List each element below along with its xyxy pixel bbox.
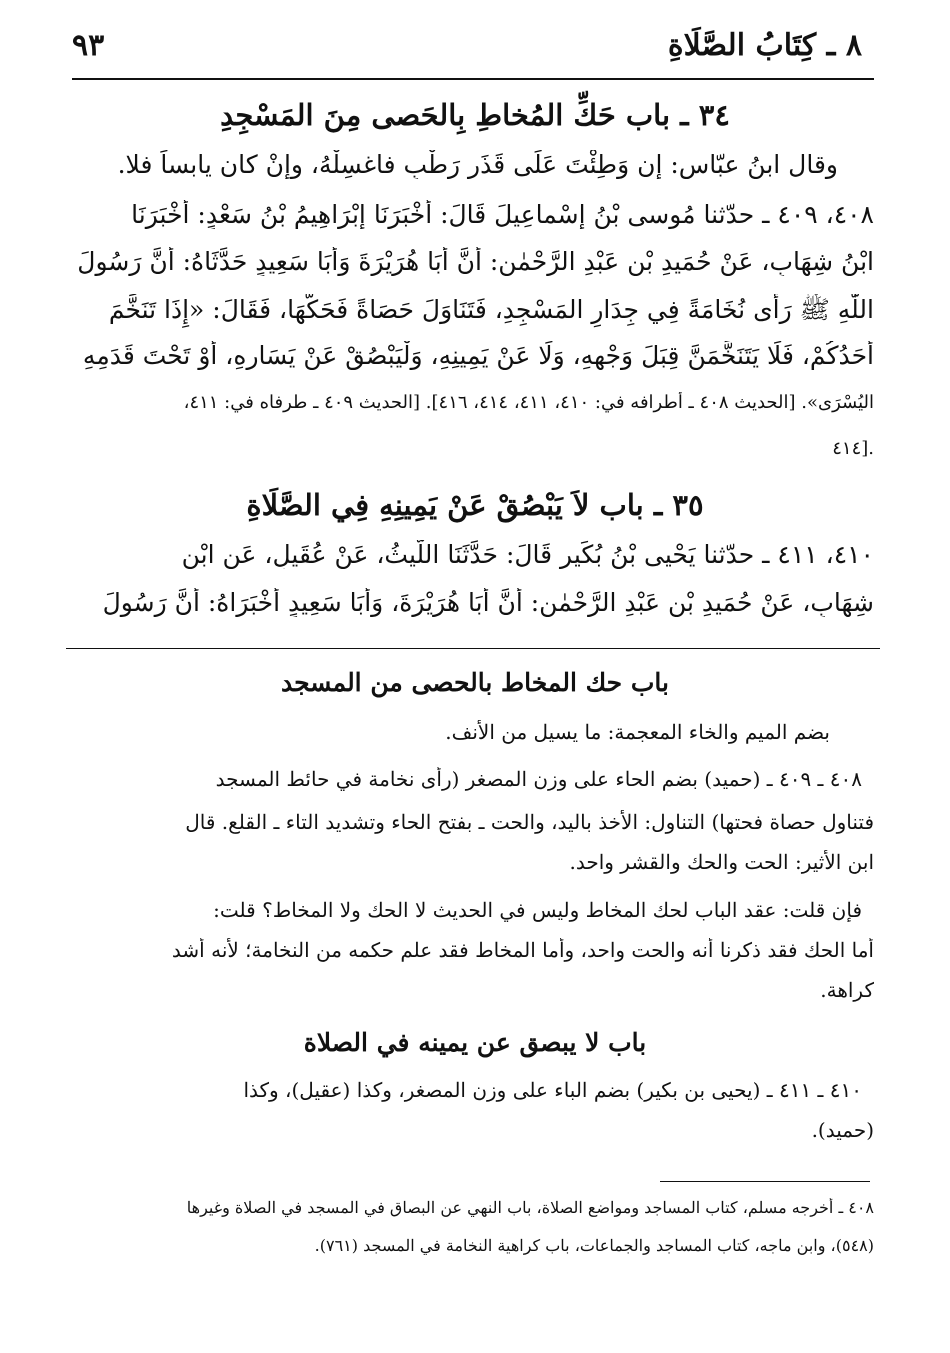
section-34-heading: ٣٤ ـ باب حَكِّ المُخاطِ بِالحَصى مِنَ المَسْجِدِ xyxy=(220,98,730,132)
commentary-paragraph-2-line-2: فتناول حصاة فحتها) التناول: الأخذ باليد، والحت ـ بفتح الحاء وتشديد التاء ـ القلع. قال xyxy=(185,810,874,834)
footnote-line-2: (٥٤٨)، وابن ماجه، كتاب المساجد والجماعات، باب كراهية النخامة في المسجد (٧٦١). xyxy=(314,1236,874,1255)
commentary-paragraph-2-line-1: ٤٠٨ ـ ٤٠٩ ـ (حميد) بضم الحاء على وزن المصغر (رأى نخامة في حائط المسجد xyxy=(215,767,862,791)
hadith-408-line-3: اللّٰهِ ﷺ رَأَى نُخَامَةً فِي جِدَارِ المَسْجِدِ، فَتَنَاوَلَ حَصَاةً فَحَكَّهَا، فَقَالَ: «إِذَا تَنَخَّمَ xyxy=(108,295,874,324)
hadith-410-line-2: شِهَابٍ، عَنْ حُمَيدِ بْنِ عَبْدِ الرَّحْمٰنِ: أَنَّ أَبَا هُرَيْرَةَ، وَأَبَا سَعِيدٍ أَخْبَرَاهُ: أَنَّ رَسُولَ xyxy=(102,588,874,617)
commentary-paragraph-4-line-2: (حميد). xyxy=(811,1118,874,1142)
header-divider xyxy=(72,78,874,80)
commentary-heading-2: باب لا يبصق عن يمينه في الصلاة xyxy=(303,1028,647,1057)
section-35-heading: ٣٥ ـ باب لاَ يَبْصُقْ عَنْ يَمِينِهِ فِي الصَّلَاةِ xyxy=(246,488,704,522)
hadith-408-cross-reference-end: ٤١٤]. xyxy=(832,438,874,459)
commentary-paragraph-2-line-3: ابن الأثير: الحت والحك والقشر واحد. xyxy=(569,850,874,874)
commentary-paragraph-3-line-1: فإن قلت: عقد الباب لحك المخاط وليس في الحديث لا الحك ولا المخاط؟ قلت: xyxy=(213,898,862,922)
commentary-paragraph-3-line-2: أما الحك فقد ذكرنا أنه والحت واحد، وأما المخاط فقد علم حكمه من النخامة؛ لأنه أشد xyxy=(171,938,874,962)
commentary-paragraph-3-line-3: كراهة. xyxy=(820,978,874,1002)
commentary-heading-1: باب حك المخاط بالحصى من المسجد xyxy=(281,668,669,697)
hadith-410-line-1: ٤١٠، ٤١١ ـ حدّثنا يَحْيى بْنُ بُكَيرٍ قَالَ: حَدَّثَنَا اللَّيثُ، عَنْ عُقَيلٍ، عَنِ ابْنِ xyxy=(181,540,874,569)
chapter-title: ٨ ـ كِتَابُ الصَّلَاةِ xyxy=(667,28,862,63)
hadith-408-cross-reference: اليُسْرَى». [الحديث ٤٠٨ ـ أطرافه في: ٤١٠، ٤١١، ٤١٤، ٤١٦]. [الحديث ٤٠٩ ـ طرفاه في: ٤١١، xyxy=(183,392,874,413)
hadith-408-line-2: ابْنُ شِهَابٍ، عَنْ حُمَيدِ بْنِ عَبْدِ الرَّحْمٰنِ: أَنَّ أَبَا هُرَيْرَةَ وَأَبَا سَعِيدٍ حَدَّثَاهُ: أَنَّ رَسُولَ xyxy=(77,247,874,276)
commentary-paragraph-1: بضم الميم والخاء المعجمة: ما يسيل من الأنف. xyxy=(445,720,830,744)
ibn-abbas-statement: وقال ابنُ عبّاسٍ: إن وَطِئْتَ عَلَى قَذَرٍ رَطْبٍ فاغسِلْهُ، وإنْ كان يابساً فلا. xyxy=(117,150,838,179)
page-number: ٩٣ xyxy=(72,28,105,63)
hadith-408-line-4: أَحَدُكُمْ، فَلَا يَتَنَخَّمَنَّ قِبَلَ وَجْهِهِ، وَلَا عَنْ يَمِينِهِ، وَلْيَبْصُقْ عَنْ يَسَارِهِ، أَوْ تَحْتَ قَدَمِهِ xyxy=(82,341,874,370)
hadith-408-line-1: ٤٠٨، ٤٠٩ ـ حدّثنا مُوسى بْنُ إِسْماعِيلَ قَالَ: أَخْبَرَنَا إِبْرَاهِيمُ بْنُ سَعْدٍ: أَخْبَرَنَا xyxy=(131,200,874,229)
commentary-paragraph-4-line-1: ٤١٠ ـ ٤١١ ـ (يحيى بن بكير) بضم الباء على وزن المصغر، وكذا (عقيل)، وكذا xyxy=(243,1078,862,1102)
text-commentary-divider xyxy=(66,648,880,649)
footnote-divider xyxy=(660,1181,870,1182)
footnote-line-1: ٤٠٨ ـ أخرجه مسلم، كتاب المساجد ومواضع الصلاة، باب النهي عن البصاق في المسجد في الصلاة وغيرها xyxy=(186,1198,874,1217)
